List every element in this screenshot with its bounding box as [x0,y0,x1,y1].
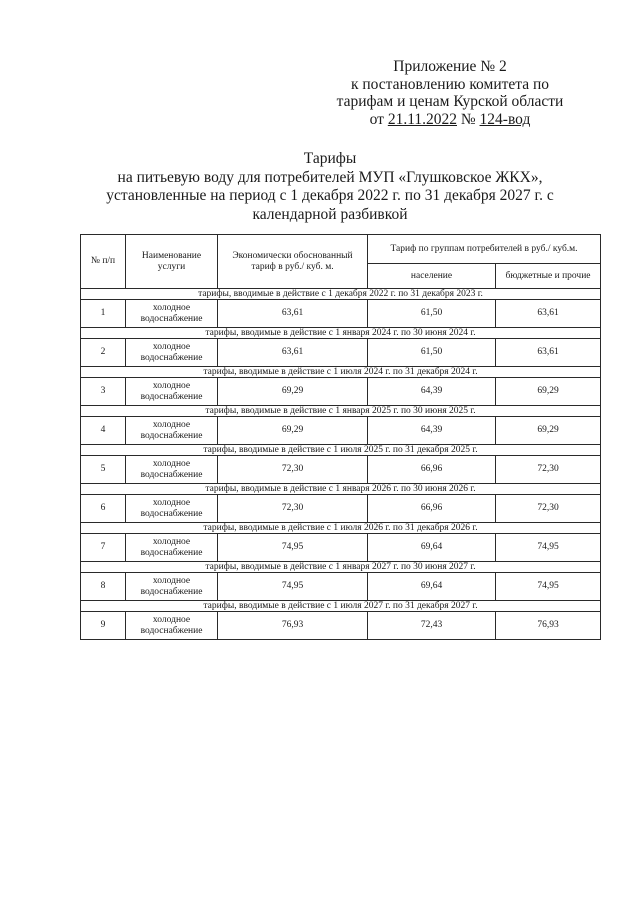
header-population: население [368,264,496,289]
appendix-title: Приложение № 2 [393,58,507,75]
economic-tariff: 76,93 [218,612,368,640]
service-name: холодное водоснабжение [126,456,218,484]
period-label: тарифы, вводимые в действие с 1 июля 2027 г. по 31 декабря 2027 г. [81,601,601,612]
population-tariff: 66,96 [368,456,496,484]
appendix-prefix: от [369,110,388,128]
row-number: 1 [81,300,126,328]
population-tariff: 69,64 [368,534,496,562]
appendix-line-reference [320,111,580,129]
table-row [81,378,601,406]
period-label: тарифы, вводимые в действие с 1 июля 2024 г. по 31 декабря 2024 г. [81,367,601,378]
budget-tariff: 74,95 [496,573,601,601]
period-label: тарифы, вводимые в действие с 1 января 2025 г. по 30 июня 2025 г. [81,406,601,417]
period-label: тарифы, вводимые в действие с 1 января 2027 г. по 30 июня 2027 г. [81,562,601,573]
row-number: 7 [81,534,126,562]
title-line-breakdown: календарной разбивкой [252,205,408,223]
appendix-number-sign: № [457,110,480,128]
period-row [81,289,601,300]
tariffs-table [80,234,601,640]
appendix-number: 124-вод [479,110,531,128]
appendix-date: 21.11.2022 [387,110,457,128]
row-number: 4 [81,417,126,445]
economic-tariff: 69,29 [218,417,368,445]
period-label: тарифы, вводимые в действие с 1 декабря 2022 г. по 31 декабря 2023 г. [81,289,601,300]
service-name: холодное водоснабжение [126,300,218,328]
table-row [81,573,601,601]
period-row [81,562,601,573]
title-line-period: установленные на период с 1 декабря 2022 г. по 31 декабря 2027 г. с [106,187,554,204]
period-row [81,367,601,378]
row-number: 6 [81,495,126,523]
period-label: тарифы, вводимые в действие с 1 января 2024 г. по 30 июня 2024 г. [81,328,601,339]
economic-tariff: 74,95 [218,573,368,601]
row-number: 2 [81,339,126,367]
budget-tariff: 69,29 [496,378,601,406]
header-number: № п/п [81,235,126,289]
service-name: холодное водоснабжение [126,612,218,640]
period-label: тарифы, вводимые в действие с 1 июля 2025 г. по 31 декабря 2025 г. [81,445,601,456]
table-row [81,417,601,445]
table-row [81,456,601,484]
budget-tariff: 74,95 [496,534,601,562]
header-budget: бюджетные и прочие [496,264,601,289]
period-label: тарифы, вводимые в действие с 1 июля 2026 г. по 31 декабря 2026 г. [81,523,601,534]
service-name: холодное водоснабжение [126,573,218,601]
period-row [81,328,601,339]
population-tariff: 72,43 [368,612,496,640]
row-number: 8 [81,573,126,601]
title-heading: Тарифы [303,150,357,167]
title-line-subject: на питьевую воду для потребителей МУП «Глушковское ЖКХ», [117,168,543,186]
economic-tariff: 69,29 [218,378,368,406]
population-tariff: 69,64 [368,573,496,601]
service-name: холодное водоснабжение [126,339,218,367]
appendix-line-decree: к постановлению комитета по [350,75,550,93]
header-group-tariff: Тариф по группам потребителей в руб./ куб.м. [368,235,601,264]
header-economic-tariff: Экономически обоснованный тариф в руб./ куб. м. [218,235,368,289]
budget-tariff: 72,30 [496,456,601,484]
population-tariff: 64,39 [368,378,496,406]
table-row [81,300,601,328]
header-service: Наименование услуги [126,235,218,289]
economic-tariff: 63,61 [218,339,368,367]
service-name: холодное водоснабжение [126,417,218,445]
period-row [81,484,601,495]
population-tariff: 66,96 [368,495,496,523]
service-name: холодное водоснабжение [126,534,218,562]
budget-tariff: 63,61 [496,339,601,367]
population-tariff: 61,50 [368,339,496,367]
period-row [81,601,601,612]
budget-tariff: 72,30 [496,495,601,523]
period-row [81,406,601,417]
budget-tariff: 76,93 [496,612,601,640]
table-row [81,339,601,367]
appendix-line-committee: тарифам и ценам Курской области [336,93,564,110]
period-label: тарифы, вводимые в действие с 1 января 2026 г. по 30 июня 2026 г. [81,484,601,495]
table-row [81,495,601,523]
economic-tariff: 74,95 [218,534,368,562]
tariffs-table-body [81,289,601,640]
table-row [81,612,601,640]
service-name: холодное водоснабжение [126,495,218,523]
population-tariff: 64,39 [368,417,496,445]
economic-tariff: 72,30 [218,456,368,484]
period-row [81,523,601,534]
row-number: 5 [81,456,126,484]
table-row [81,534,601,562]
document-title [80,150,580,224]
economic-tariff: 72,30 [218,495,368,523]
budget-tariff: 63,61 [496,300,601,328]
population-tariff: 61,50 [368,300,496,328]
period-row [81,445,601,456]
appendix-block [320,58,580,128]
row-number: 9 [81,612,126,640]
economic-tariff: 63,61 [218,300,368,328]
service-name: холодное водоснабжение [126,378,218,406]
budget-tariff: 69,29 [496,417,601,445]
row-number: 3 [81,378,126,406]
